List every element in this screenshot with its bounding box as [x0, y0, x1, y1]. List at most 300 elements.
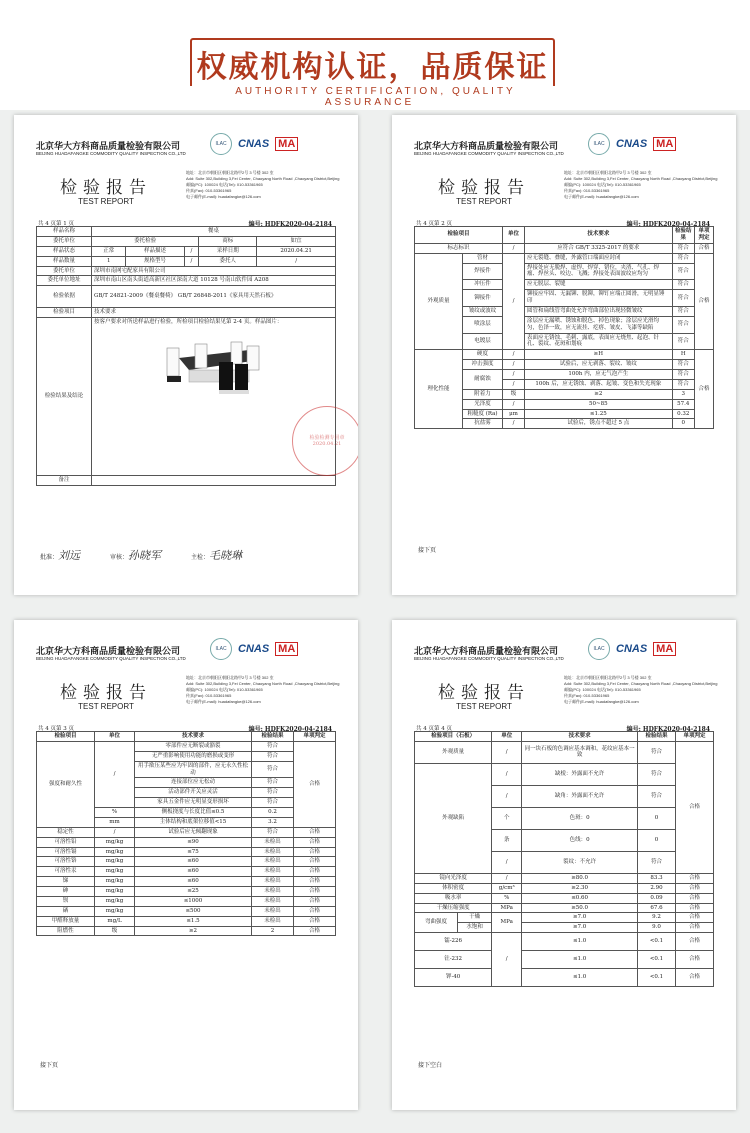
- field-value: /: [184, 246, 199, 256]
- report-title: 检验报告: [438, 178, 530, 198]
- address-line: 邮编(PC): 100024 电话(Tel): 010-53361965: [186, 182, 263, 187]
- address-line: 电子邮件(E-mail): huadafangke@126.com: [564, 699, 639, 704]
- page-number: 共 4 页第 3 页: [38, 726, 74, 732]
- unit-cell: MPa: [492, 913, 522, 933]
- result-cell: 符合: [638, 763, 676, 785]
- requirement-cell: ≤0.60: [522, 893, 638, 903]
- result-cell: 未检出: [252, 877, 294, 887]
- banner-subtitle-text: AUTHORITY CERTIFICATION, QUALITY ASSURANCE: [229, 86, 515, 108]
- field-label: 委托单位: [37, 236, 92, 246]
- table-row: [415, 873, 714, 883]
- page-number: 共 4 页第 2 页: [416, 221, 452, 227]
- reviewer-signature: 孙晓军: [128, 549, 162, 562]
- requirement-cell: 100h 内，应无气泡产生: [525, 370, 673, 380]
- unit-cell: /: [503, 243, 525, 253]
- requirement-cell: 焊接处应无脱焊、虚焊、焊穿、错位，夹渣、气孔、焊瘤、焊丝头、咬边、飞溅；焊接处表面波纹应均匀: [525, 263, 673, 280]
- result-cell: 3: [672, 389, 694, 399]
- page-number: 共 4 页第 4 页: [416, 726, 452, 732]
- result-cell: 0.32: [672, 409, 694, 419]
- table-row: [37, 867, 336, 877]
- banner-frame: [190, 38, 555, 90]
- verdict-cell: 合格: [294, 906, 336, 916]
- report-number: 编号: HDFK2020-04-2184: [248, 726, 332, 733]
- result-cell: 符合: [252, 827, 294, 837]
- column-header: 检验项目（石板）: [415, 732, 492, 742]
- requirement-cell: ≥2.30: [522, 883, 638, 893]
- requirement-cell: 活动部件开关应灵活: [135, 788, 252, 798]
- field-label: 规格型号: [126, 256, 184, 266]
- column-header: 单位: [503, 227, 525, 244]
- requirement-cell: 色斑：0: [522, 807, 638, 829]
- item-cell: 外观质量: [415, 741, 492, 763]
- requirement-cell: ≤60: [135, 877, 252, 887]
- cnas-logo: CNAS: [616, 138, 648, 150]
- table-header-row: [415, 732, 714, 742]
- subitem-cell: 硬度: [463, 350, 503, 360]
- table-row: [415, 763, 714, 785]
- field-value: /: [257, 256, 336, 266]
- verdict-cell: 合格: [676, 913, 714, 923]
- unit-cell: /: [492, 741, 522, 763]
- unit-cell: mm: [95, 817, 135, 827]
- subitem-cell: 铆接件: [463, 290, 503, 307]
- verdict-cell: 合格: [294, 916, 336, 926]
- table-row: [415, 969, 714, 987]
- unit-cell: g/cm³: [492, 883, 522, 893]
- table-row: [37, 286, 336, 308]
- item-cell: 可溶性镉: [37, 847, 95, 857]
- item-cell: 甲醛释放量: [37, 916, 95, 926]
- table-header-row: [37, 732, 336, 742]
- field-label: 商标: [199, 236, 257, 246]
- address-line: Add: Suite 302,Building 3,Fei Center, Chaoyang North Road ,Chaoyang District,Beijing: [186, 176, 340, 181]
- table-row: [37, 318, 336, 476]
- unit-cell: /: [492, 873, 522, 883]
- verdict-cell: 合格: [676, 923, 714, 933]
- accreditation-logos: [210, 638, 298, 660]
- item-cell: 干燥压缩强度: [415, 903, 492, 913]
- inspection-seal: [292, 406, 358, 476]
- result-cell: 未检出: [252, 916, 294, 926]
- subitem-cell: 冲击强度: [463, 360, 503, 370]
- verdict-cell: 合格: [294, 741, 336, 827]
- approver-field: [40, 547, 80, 563]
- address-line: 地址：北京市朝阳区朝阳北路甲2号 3 号楼 302 室: [186, 170, 274, 175]
- seal-text: 检验检测专用章: [309, 434, 345, 441]
- requirement-cell: ≤1.5: [135, 916, 252, 926]
- unit-cell: mg/kg: [95, 906, 135, 916]
- requirement-cell: 涂层应无漏喷、锈蚀和脱色、掉色现象；涂层应光滑均匀，色泽一致，应无流挂、疙瘩、皱皮、飞漆等缺陷: [525, 316, 673, 333]
- table-row: [37, 476, 336, 486]
- requirement-cell: 侧板挠度与长度比值≤0.5: [135, 808, 252, 818]
- table-row: [415, 243, 714, 253]
- institute-name: 北京华大方科商品质量检验有限公司: [36, 142, 181, 152]
- item-cell: 硒: [37, 906, 95, 916]
- requirement-cell: 圆管和扁线管弯曲处允许弯曲部位出现轻微皱纹: [525, 306, 673, 316]
- result-cell: 符合: [672, 316, 694, 333]
- address-block: [564, 170, 734, 200]
- verdict-cell: 合格: [694, 243, 713, 253]
- banner-subtitle: [190, 86, 555, 108]
- item-cell: 镜向光泽度: [415, 873, 492, 883]
- report-title: 检验报告: [60, 683, 152, 703]
- report-page-4: [392, 620, 736, 1110]
- field-value: 如宜: [257, 236, 336, 246]
- report-title-en: TEST REPORT: [78, 702, 134, 711]
- result-cell: H: [672, 350, 694, 360]
- requirement-cell: 连接部位应无松动: [135, 778, 252, 788]
- requirement-cell: ≤75: [135, 847, 252, 857]
- unit-cell: 级: [95, 926, 135, 936]
- result-cell: 未检出: [252, 887, 294, 897]
- continued-note: 接下页: [418, 547, 437, 554]
- address-line: Add: Suite 302,Building 3,Fei Center, Chaoyang North Road ,Chaoyang District,Beijing: [564, 176, 718, 181]
- unit-cell: mg/L: [95, 916, 135, 926]
- requirement-cell: ≥80.0: [522, 873, 638, 883]
- requirement-cell: ≤1.0: [522, 951, 638, 969]
- verdict-cell: 合格: [294, 896, 336, 906]
- verdict-cell: 合格: [694, 350, 713, 429]
- item-cell: 体积密度: [415, 883, 492, 893]
- unit-cell: /: [492, 933, 522, 987]
- field-label: 检验结果及结论: [37, 318, 92, 476]
- verdict-cell: 合格: [676, 873, 714, 883]
- table-header-row: [415, 227, 714, 244]
- verdict-cell: 合格: [294, 877, 336, 887]
- requirement-cell: 试验后应无倾翻现象: [135, 827, 252, 837]
- field-label: 备注: [37, 476, 92, 486]
- result-cell: 未检出: [252, 896, 294, 906]
- field-label: 样品数量: [37, 256, 92, 266]
- subitem-cell: 冲压件: [463, 280, 503, 290]
- field-label: 采样日期: [199, 246, 257, 256]
- unit-cell: mg/kg: [95, 857, 135, 867]
- requirement-cell: 缺棱：外露面不允许: [522, 763, 638, 785]
- column-header: 技术要求: [522, 732, 638, 742]
- result-cell: 符合: [252, 741, 294, 751]
- report-number: 编号: HDFK2020-04-2184: [626, 726, 710, 733]
- accreditation-logos: [588, 133, 676, 155]
- result-cell: 符合: [252, 788, 294, 798]
- field-value: 餐桌: [92, 227, 336, 237]
- table-row: [415, 923, 714, 933]
- result-cell: <0.1: [638, 933, 676, 951]
- cma-logo: MA: [275, 642, 298, 656]
- result-cell: 符合: [672, 306, 694, 316]
- institute-name: 北京华大方科商品质量检验有限公司: [414, 142, 559, 152]
- blank-note: 接下空白: [418, 1062, 443, 1069]
- unit-cell: mg/kg: [95, 877, 135, 887]
- unit-cell: 个: [492, 807, 522, 829]
- field-label: 样品状态: [37, 246, 92, 256]
- verdict-cell: 合格: [676, 933, 714, 951]
- subitem-cell: 焊接件: [463, 263, 503, 280]
- address-line: 传真(Fax): 010-53361965: [564, 188, 610, 193]
- cma-logo: MA: [653, 137, 676, 151]
- column-header: 单项判定: [676, 732, 714, 742]
- field-value: 1: [92, 256, 126, 266]
- table-row: [37, 857, 336, 867]
- table-row: [37, 906, 336, 916]
- result-cell: 0: [638, 829, 676, 851]
- table-row: [415, 903, 714, 913]
- ilac-logo-icon: ILAC: [588, 133, 610, 155]
- item-cell: 钍-232: [415, 951, 492, 969]
- field-label: 样品描述: [126, 246, 184, 256]
- requirement-cell: 应符合 GB/T 3325-2017 的要求: [525, 243, 673, 253]
- requirement-cell: 铆接应牢固、无漏铆、脱铆，铆钉应端正圆滑，无明显锤印: [525, 290, 673, 307]
- field-value: 技术要求: [92, 308, 336, 318]
- requirement-cell: ≥H: [525, 350, 673, 360]
- requirement-cell: ≤1.0: [522, 969, 638, 987]
- table-row: [37, 887, 336, 897]
- address-block: [186, 675, 356, 705]
- unit-cell: /: [492, 785, 522, 807]
- item-cell: 锑: [37, 877, 95, 887]
- requirement-cell: ≤1000: [135, 896, 252, 906]
- table-row: [415, 741, 714, 763]
- requirement-cell: ≤60: [135, 867, 252, 877]
- item-cell: 阻燃性: [37, 926, 95, 936]
- address-block: [564, 675, 734, 705]
- address-line: Add: Suite 302,Building 3,Fei Center, Chaoyang North Road ,Chaoyang District,Beijing: [564, 681, 718, 686]
- unit-cell: /: [503, 360, 525, 370]
- unit-cell: mg/kg: [95, 887, 135, 897]
- report-title: 检验报告: [438, 683, 530, 703]
- item-cell: 外观缺陷: [415, 763, 492, 873]
- address-line: 电子邮件(E-mail): huadafangke@126.com: [186, 699, 261, 704]
- report-page-3: [14, 620, 358, 1110]
- table-row: [37, 236, 336, 246]
- result-cell: 符合: [672, 280, 694, 290]
- sample-info-table: [36, 226, 345, 486]
- address-line: 传真(Fax): 010-53361965: [186, 693, 232, 698]
- item-cell: 钡: [37, 896, 95, 906]
- field-value: /: [184, 256, 199, 266]
- result-cell: 0.09: [638, 893, 676, 903]
- verdict-cell: 合格: [294, 926, 336, 936]
- cma-logo: MA: [275, 137, 298, 151]
- field-value: GB/T 24821-2009《餐桌餐椅》 GB/T 26848-2011《家具用天然石板》: [92, 286, 336, 308]
- table-row: [37, 827, 336, 837]
- unit-cell: 级: [503, 389, 525, 399]
- continued-note: 接下页: [40, 1062, 59, 1069]
- tester-signature: 毛晓琳: [209, 549, 243, 562]
- requirement-cell: 色线：0: [522, 829, 638, 851]
- table-row: [37, 246, 336, 256]
- result-cell: 符合: [672, 379, 694, 389]
- item-cell: 镭-226: [415, 933, 492, 951]
- result-cell: 符合: [638, 741, 676, 763]
- requirement-cell: 用手揿压某些应为牢固的部件，应无永久性松动: [135, 761, 252, 778]
- requirement-cell: 50~85: [525, 399, 673, 409]
- requirement-cell: 100h 后，应无锈蚀、剥落、起皱、变色和失光现象: [525, 379, 673, 389]
- verdict-cell: 合格: [676, 903, 714, 913]
- requirement-cell: ≤500: [135, 906, 252, 916]
- requirement-cell: ≤60: [135, 857, 252, 867]
- result-cell: 符合: [672, 290, 694, 307]
- subitem-cell: 耐腐蚀: [463, 370, 503, 390]
- address-line: 邮编(PC): 100024 电话(Tel): 010-53361965: [564, 687, 641, 692]
- table-row: [415, 350, 714, 360]
- banner-title: 权威机构认证，品质保证: [196, 50, 549, 85]
- table-row: [415, 933, 714, 951]
- requirement-cell: ≥50.0: [522, 903, 638, 913]
- table-row: [415, 253, 714, 263]
- institute-name-en: BEIJING HUADAFANGKE COMMODITY QUALITY INSPECTION CO.,LTD: [414, 656, 564, 661]
- item-cell: 可溶性铅: [37, 837, 95, 847]
- field-value: 深圳市南网宅配家具有限公司: [92, 266, 336, 276]
- cnas-logo: CNAS: [238, 643, 270, 655]
- address-line: 地址：北京市朝阳区朝阳北路甲2号 3 号楼 302 室: [564, 170, 652, 175]
- address-line: 电子邮件(E-mail): huadafangke@126.com: [564, 194, 639, 199]
- report-title-en: TEST REPORT: [456, 197, 512, 206]
- field-label: 委托单位: [37, 266, 92, 276]
- verdict-cell: 合格: [676, 951, 714, 969]
- unit-cell: %: [492, 893, 522, 903]
- result-cell: 未检出: [252, 857, 294, 867]
- unit-cell: /: [503, 350, 525, 360]
- item-cell: 砷: [37, 887, 95, 897]
- column-header: 单项判定: [294, 732, 336, 742]
- column-header: 检验项目: [37, 732, 95, 742]
- item-cell: 可溶性汞: [37, 867, 95, 877]
- field-value: 委托检验: [92, 236, 199, 246]
- column-header: 检验结果: [638, 732, 676, 742]
- column-header: 检验结果: [672, 227, 694, 244]
- verdict-cell: 合格: [676, 893, 714, 903]
- tester-label: 主检：: [191, 554, 210, 561]
- item-cell: 弯曲强度: [415, 913, 458, 933]
- verdict-cell: 合格: [294, 857, 336, 867]
- verdict-cell: 合格: [294, 827, 336, 837]
- report-title: 检验报告: [60, 178, 152, 198]
- result-cell: 符合: [638, 851, 676, 873]
- result-cell: 2.90: [638, 883, 676, 893]
- group-cell: 外观质量: [415, 253, 463, 350]
- result-cell: 0: [638, 807, 676, 829]
- field-label: 样品名称: [37, 227, 92, 237]
- unit-cell: mg/kg: [95, 896, 135, 906]
- requirement-cell: 零部件应无断裂或豁裂: [135, 741, 252, 751]
- banner: [0, 0, 750, 110]
- requirement-cell: ≤1.0: [522, 933, 638, 951]
- reviewer-label: 审核：: [110, 554, 129, 561]
- result-cell: 符合: [672, 333, 694, 350]
- requirement-cell: 同一块石板的色调应基本调和，花纹应基本一致: [522, 741, 638, 763]
- field-label: 检验项目: [37, 308, 92, 318]
- unit-cell: /: [503, 253, 525, 350]
- approver-signature: 刘远: [58, 549, 81, 562]
- result-cell: 未检出: [252, 847, 294, 857]
- table-row: [37, 837, 336, 847]
- unit-cell: /: [503, 379, 525, 389]
- result-cell: 未检出: [252, 867, 294, 877]
- results-table: [36, 731, 336, 936]
- result-cell: 符合: [672, 370, 694, 380]
- report-title-en: TEST REPORT: [456, 702, 512, 711]
- result-cell: <0.1: [638, 969, 676, 987]
- ilac-logo-icon: ILAC: [588, 638, 610, 660]
- seal-date: 2020.04.21: [312, 441, 342, 448]
- unit-cell: mg/kg: [95, 847, 135, 857]
- requirement-cell: 缺角：外露面不允许: [522, 785, 638, 807]
- report-page-1: [14, 115, 358, 595]
- requirement-cell: 裂纹：不允许: [522, 851, 638, 873]
- table-row: [37, 308, 336, 318]
- result-cell: 符合: [252, 751, 294, 761]
- unit-cell: %: [95, 808, 135, 818]
- tester-field: [191, 547, 242, 563]
- verdict-cell: 合格: [294, 847, 336, 857]
- table-row: [37, 227, 336, 237]
- unit-cell: /: [95, 741, 135, 807]
- result-cell: 0: [672, 419, 694, 429]
- table-row: [415, 883, 714, 893]
- item-cell: 吸水率: [415, 893, 492, 903]
- address-line: 电子邮件(E-mail): huadafangke@126.com: [186, 194, 261, 199]
- report-page-2: [392, 115, 736, 595]
- subitem-cell: 皱纹或波纹: [463, 306, 503, 316]
- address-line: Add: Suite 302,Building 3,Fei Center, Chaoyang North Road ,Chaoyang District,Beijing: [186, 681, 340, 686]
- subitem-cell: 光泽度: [463, 399, 503, 409]
- verdict-cell: 合格: [676, 969, 714, 987]
- column-header: 检验项目: [415, 227, 503, 244]
- result-cell: 0.2: [252, 808, 294, 818]
- column-header: 技术要求: [525, 227, 673, 244]
- address-block: [186, 170, 356, 200]
- results-table: [414, 731, 714, 987]
- subitem-cell: 喷涂层: [463, 316, 503, 333]
- field-value: [92, 476, 336, 486]
- verdict-cell: 合格: [676, 741, 714, 873]
- report-number: 编号: HDFK2020-04-2184: [626, 221, 710, 228]
- verdict-cell: 合格: [676, 883, 714, 893]
- field-label: 委托单位地址: [37, 276, 92, 286]
- item-cell: 可溶性铬: [37, 857, 95, 867]
- institute-name-en: BEIJING HUADAFANGKE COMMODITY QUALITY INSPECTION CO.,LTD: [36, 656, 186, 661]
- table-row: [37, 847, 336, 857]
- requirement-cell: 主体结构和底架位移值<15: [135, 817, 252, 827]
- sample-photo: [159, 328, 269, 398]
- report-title-en: TEST REPORT: [78, 197, 134, 206]
- unit-cell: /: [492, 851, 522, 873]
- requirement-cell: 无严重影响使用功能的磨损或变形: [135, 751, 252, 761]
- result-cell: 未检出: [252, 906, 294, 916]
- requirement-cell: 家具五金件应无明显变形损坏: [135, 798, 252, 808]
- address-line: 传真(Fax): 010-53361965: [564, 693, 610, 698]
- conclusion-text: 按客户要求对所送样品进行检验，所检项目检验结果见第 2-4 页。样品图片：: [94, 319, 283, 326]
- table-row: [37, 741, 336, 751]
- table-row: [37, 256, 336, 266]
- group-cell: 理化性能: [415, 350, 463, 429]
- item-cell: 钾-40: [415, 969, 492, 987]
- reviewer-field: [110, 547, 161, 563]
- page-number: 共 4 页第 1 页: [38, 221, 74, 227]
- cnas-logo: CNAS: [238, 138, 270, 150]
- unit-cell: /: [503, 370, 525, 380]
- cnas-logo: CNAS: [616, 643, 648, 655]
- result-cell: 符合: [252, 778, 294, 788]
- requirement-cell: 表面应无锈蚀、毛刺、露底，表面应无烧焦、起泡、针孔、裂纹、花斑和划痕: [525, 333, 673, 350]
- result-cell: 未检出: [252, 837, 294, 847]
- table-row: [415, 913, 714, 923]
- cma-logo: MA: [653, 642, 676, 656]
- dining-set-illustration: [159, 328, 269, 398]
- unit-cell: 条: [492, 829, 522, 851]
- column-header: 检验结果: [252, 732, 294, 742]
- result-cell: 57.4: [672, 399, 694, 409]
